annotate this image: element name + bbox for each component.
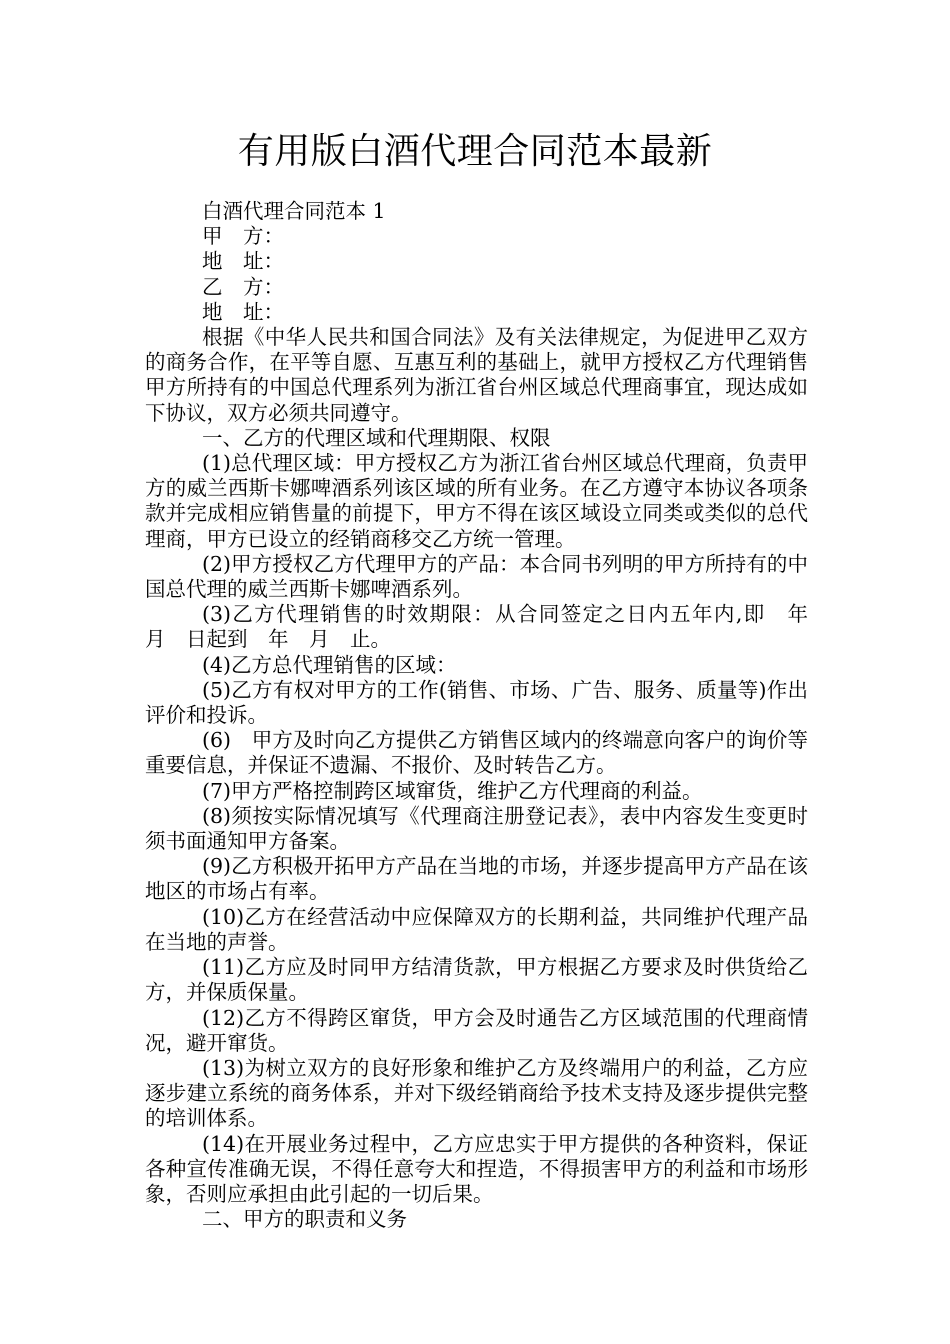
clause-3: (3)乙方代理销售的时效期限：从合同签定之日内五年内,即 年 月 日起到 年 月 止。 bbox=[145, 602, 829, 652]
clause-5: (5)乙方有权对甲方的工作(销售、市场、广告、服务、质量等)作出评价和投诉。 bbox=[145, 677, 808, 728]
clause-9: (9)乙方积极开拓甲方产品在当地的市场，并逐步提高甲方产品在该地区的市场占有率。 bbox=[145, 854, 808, 904]
clause-7: (7)甲方严格控制跨区域窜货，维护乙方代理商的利益。 bbox=[202, 778, 703, 803]
clause-11: (11)乙方应及时同甲方结清货款，甲方根据乙方要求及时供货给乙方，并保质保量。 bbox=[145, 955, 808, 1005]
party-b-line: 乙 方： bbox=[202, 274, 284, 299]
section-heading-2: 二、甲方的职责和义务 bbox=[202, 1207, 407, 1232]
clause-13: (13)为树立双方的良好形象和维护乙方及终端用户的利益，乙方应逐步建立系统的商务体系，并对下级经销商给予技术支持及逐步提供完整的培训体系。 bbox=[145, 1055, 808, 1131]
clause-2: (2)甲方授权乙方代理甲方的产品：本合同书列明的甲方所持有的中国总代理的威兰西斯卡娜啤酒系列。 bbox=[145, 551, 808, 602]
party-a-line: 甲 方： bbox=[202, 224, 284, 249]
clause-6: (6) 甲方及时向乙方提供乙方销售区域内的终端意向客户的询价等重要信息，并保证不遗漏、不报价、及时转告乙方。 bbox=[145, 728, 808, 778]
party-a-address-line: 地 址： bbox=[202, 249, 284, 274]
document-body bbox=[145, 199, 829, 1232]
preamble-paragraph: 根据《中华人民共和国合同法》及有关法律规定，为促进甲乙双方的商务合作，在平等自愿、互惠互利的基础上，就甲方授权乙方代理销售甲方所持有的中国总代理系列为浙江省台州区域总代理商事宜，现达成如下协议，双方必须共同遵守。 bbox=[145, 325, 808, 425]
party-b-address-line: 地 址： bbox=[202, 299, 284, 324]
clause-8: (8)须按实际情况填写《代理商注册登记表》，表中内容发生变更时须书面通知甲方备案。 bbox=[145, 803, 808, 854]
subtitle: 白酒代理合同范本 1 bbox=[202, 199, 386, 223]
clause-1: (1)总代理区域：甲方授权乙方为浙江省台州区域总代理商，负责甲方的威兰西斯卡娜啤酒系列该区域的所有业务。在乙方遵守本协议各项条款并完成相应销售量的前提下，甲方不得在该区域设立同类或类似的总代理商，甲方已设立的经销商移交乙方统一管理。 bbox=[145, 451, 808, 551]
section-heading-1: 一、乙方的代理区域和代理期限、权限 bbox=[202, 425, 551, 450]
document-title: 有用版白酒代理合同范本最新 bbox=[237, 131, 713, 172]
clause-4: (4)乙方总代理销售的区域： bbox=[202, 652, 457, 677]
clause-14: (14)在开展业务过程中，乙方应忠实于甲方提供的各种资料，保证各种宣传准确无误，不得任意夸大和捏造，不得损害甲方的利益和市场形象，否则应承担由此引起的一切后果。 bbox=[145, 1131, 808, 1206]
clause-12: (12)乙方不得跨区窜货，甲方会及时通告乙方区域范围的代理商情况，避开窜货。 bbox=[145, 1005, 808, 1055]
clause-10: (10)乙方在经营活动中应保障双方的长期利益，共同维护代理产品在当地的声誉。 bbox=[145, 904, 808, 954]
